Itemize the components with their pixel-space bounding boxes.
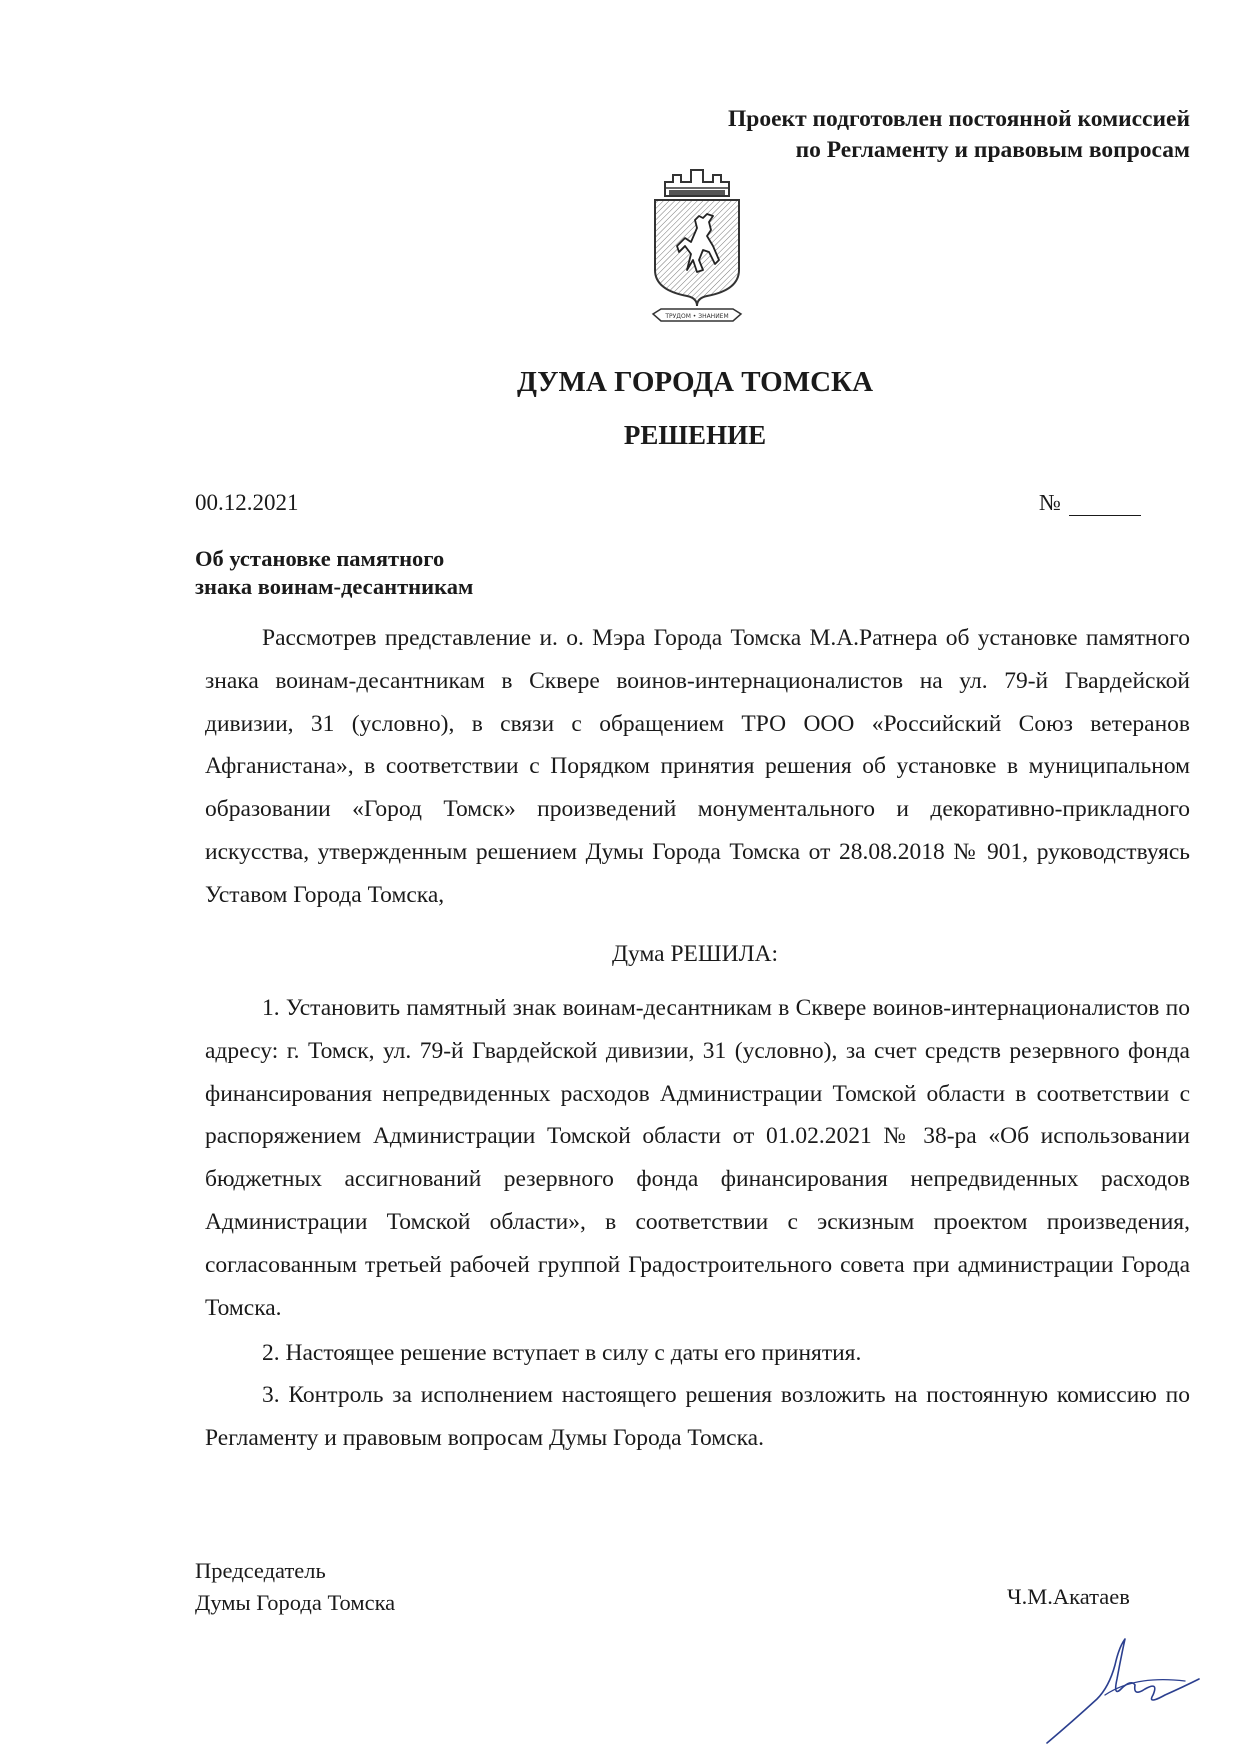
resolved-heading: Дума РЕШИЛА: [611, 941, 779, 967]
prepared-by-note [728, 104, 1190, 166]
chairman-position-line-1: Председатель [195, 1558, 326, 1583]
handwritten-signature [1035, 1625, 1205, 1750]
decision-date: 00.12.2021 [195, 490, 299, 515]
subject-line-1: Об установке памятного [195, 546, 445, 571]
decision-item-1: 1. Установить памятный знак воинам-десантникам в Сквере воинов-интернационалистов по адресу: г. Томск, ул. 79-й Гвардейской дивизии, 31 (условно), за счет средств резервного фонда финансирования непредвиденных расходов Администрации Томской области в соответствии с распоряжением Администрации Томской области от 01.02.2021 № 38-ра «Об использовании бюджетных ассигнований резервного фонда финансирования непредвиденных расходов Администрации Томской области», в соответствии с эскизным проектом произведения, согласованным третьей рабочей группой Градостроительного совета при администрации Города Томска. [205, 995, 1190, 1321]
council-title: ДУМА ГОРОДА ТОМСКА [516, 366, 874, 398]
signer-name: Ч.М.Акатаев [1007, 1584, 1130, 1609]
prepared-by-line-2: по Регламенту и правовым вопросам [795, 137, 1190, 163]
tomsk-coat-of-arms-icon [647, 166, 747, 336]
subject-line-2: знака воинам-десантникам [195, 574, 474, 599]
number-blank-line [1069, 495, 1141, 516]
preamble-paragraph: Рассмотрев представление и. о. Мэра Города Томска М.А.Ратнера об установке памятного знака воинам-десантникам в Сквере воинов-интернационалистов на ул. 79-й Гвардейской дивизии, 31 (условно), в связи с обращением ТРО ООО «Российский Союз ветеранов Афганистана», в соответствии с Порядком принятия решения об установке в муниципальном образовании «Город Томск» произведений монументального и декоративно-прикладного искусства, утвержденным решением Думы Города Томска от 28.08.2018 № 901, руководствуясь Уставом Города Томска, [205, 625, 1190, 908]
svg-text:ТРУДОМ • ЗНАНИЕМ: ТРУДОМ • ЗНАНИЕМ [665, 313, 729, 320]
number-label: № [1039, 490, 1061, 515]
chairman-position-line-2: Думы Города Томска [195, 1590, 396, 1615]
decision-number [1039, 490, 1141, 516]
prepared-by-line-1: Проект подготовлен постоянной комиссией [728, 106, 1190, 132]
decision-item-3: 3. Контроль за исполнением настоящего решения возложить на постоянную комиссию по Регламенту и правовым вопросам Думы Города Томска. [205, 1382, 1190, 1451]
decision-subject [195, 545, 473, 601]
chairman-position [195, 1555, 395, 1619]
document-type-title: РЕШЕНИЕ [623, 420, 767, 450]
decision-item-2: 2. Настоящее решение вступает в силу с даты его принятия. [262, 1340, 862, 1366]
